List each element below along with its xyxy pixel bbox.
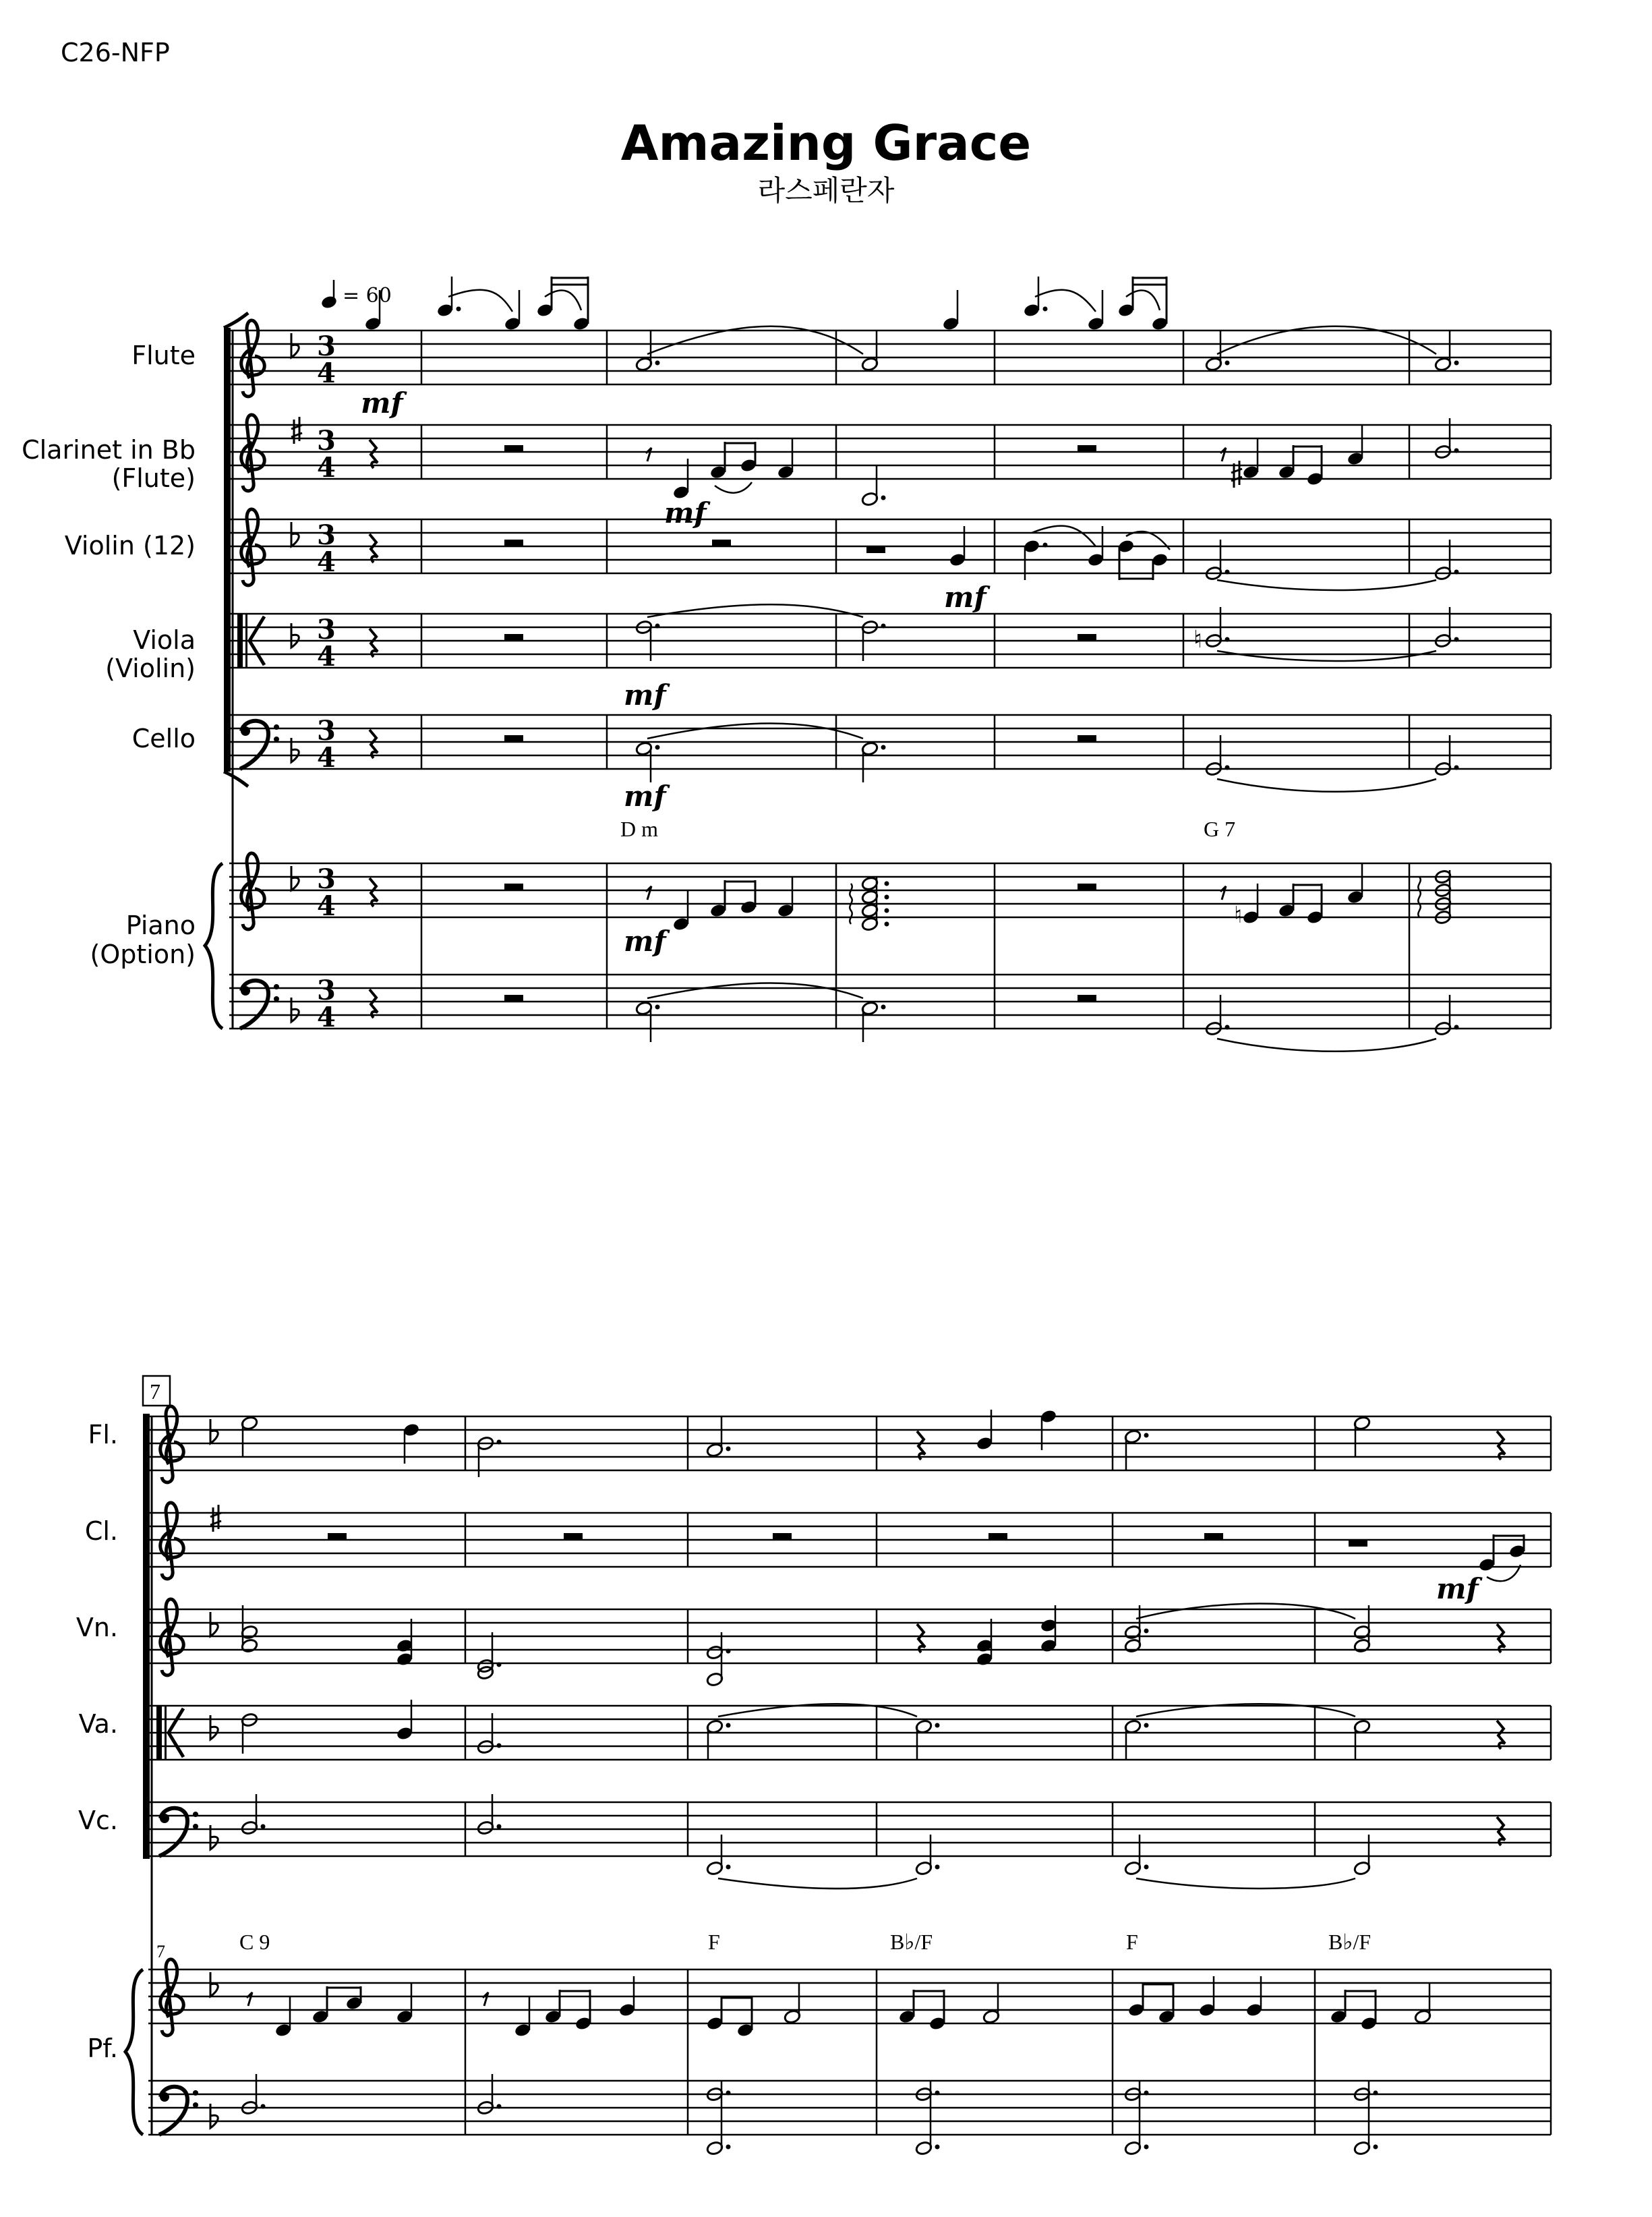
- svg-text:4: 4: [317, 357, 336, 389]
- instrument-sub-viola: (Violin): [105, 654, 196, 683]
- instrument-name-violin: Violin (12): [64, 531, 196, 560]
- system-1: [22, 277, 1551, 1052]
- dynamic-clarinet: mf: [664, 496, 707, 529]
- chord-symbol: F: [1126, 1930, 1138, 1954]
- svg-text:♮: ♮: [1193, 626, 1202, 654]
- svg-text:3: 3: [317, 614, 336, 645]
- svg-text:4: 4: [317, 641, 336, 672]
- instrument-abbr-violin: Vn.: [76, 1613, 118, 1642]
- svg-text:3: 3: [317, 519, 336, 551]
- svg-text:3: 3: [317, 715, 336, 747]
- svg-text:3: 3: [317, 975, 336, 1006]
- svg-text:4: 4: [317, 452, 336, 484]
- measure-number: 7: [150, 1379, 160, 1404]
- tempo-value: = 60: [343, 284, 392, 308]
- svg-text:3: 3: [317, 425, 336, 457]
- dynamic-flute: mf: [361, 386, 403, 420]
- dynamic-violin: mf: [944, 581, 986, 614]
- piano-lh-notes-sys2: [241, 2074, 1378, 2156]
- svg-text:3: 3: [317, 863, 336, 895]
- chord-symbol: G 7: [1204, 817, 1236, 841]
- score-subtitle: 라스페란자: [757, 174, 895, 207]
- dynamic-viola: mf: [624, 679, 666, 712]
- instrument-abbr-viola: Va.: [78, 1709, 118, 1739]
- instrument-sub-piano: (Option): [90, 940, 196, 969]
- system-2: [76, 1376, 1551, 2156]
- chord-symbol: B♭/F: [890, 1930, 933, 1954]
- instrument-name-viola: Viola: [133, 625, 196, 655]
- dynamic-piano: mf: [624, 925, 666, 958]
- staff-piano-lh: [229, 975, 1551, 1029]
- svg-text:4: 4: [317, 1002, 336, 1033]
- document-code: C26-NFP: [61, 38, 170, 67]
- staff-flute: [229, 330, 1551, 384]
- staff-clarinet: [229, 425, 1551, 479]
- score-title: Amazing Grace: [620, 115, 1032, 171]
- instrument-sub-clarinet: (Flute): [111, 463, 196, 493]
- clarinet-notes: [646, 418, 1459, 507]
- staff-piano-rh: [229, 863, 1551, 917]
- piano-measure-number: 7: [156, 1942, 165, 1961]
- dynamic-cello: mf: [624, 780, 666, 813]
- instrument-name-piano: Piano: [125, 911, 196, 940]
- instrument-name-clarinet: Clarinet in Bb: [22, 435, 196, 465]
- staff-violin: [229, 519, 1551, 573]
- tempo-marking: [320, 280, 392, 310]
- svg-text:♮: ♮: [1234, 902, 1243, 929]
- piano-lh-notes: [635, 983, 1459, 1052]
- instrument-abbr-piano: Pf.: [87, 2034, 118, 2063]
- piano-rh-notes: [646, 863, 1452, 931]
- clarinet-notes-sys2: [1478, 1534, 1526, 1581]
- instrument-name-cello: Cello: [131, 724, 196, 753]
- piano-rh-notes-sys2: [247, 1976, 1432, 2038]
- time-sig-top: 3: [317, 330, 336, 362]
- instrument-abbr-flute: Fl.: [88, 1420, 118, 1449]
- instrument-name-flute: Flute: [131, 341, 196, 370]
- chord-symbol: D m: [620, 817, 658, 841]
- chord-symbol: B♭/F: [1328, 1930, 1371, 1954]
- cello-notes: [635, 724, 1459, 792]
- svg-text:4: 4: [317, 890, 336, 922]
- chord-symbol: F: [708, 1930, 720, 1954]
- svg-text:4: 4: [317, 546, 336, 578]
- dynamic-clarinet-sys2: mf: [1436, 1572, 1479, 1605]
- instrument-abbr-clarinet: Cl.: [84, 1516, 118, 1546]
- staff-cello: [229, 715, 1551, 769]
- staff-viola: [229, 614, 1551, 668]
- instrument-abbr-cello: Vc.: [78, 1806, 118, 1835]
- chord-symbol: C 9: [239, 1930, 270, 1954]
- svg-text:4: 4: [317, 742, 336, 774]
